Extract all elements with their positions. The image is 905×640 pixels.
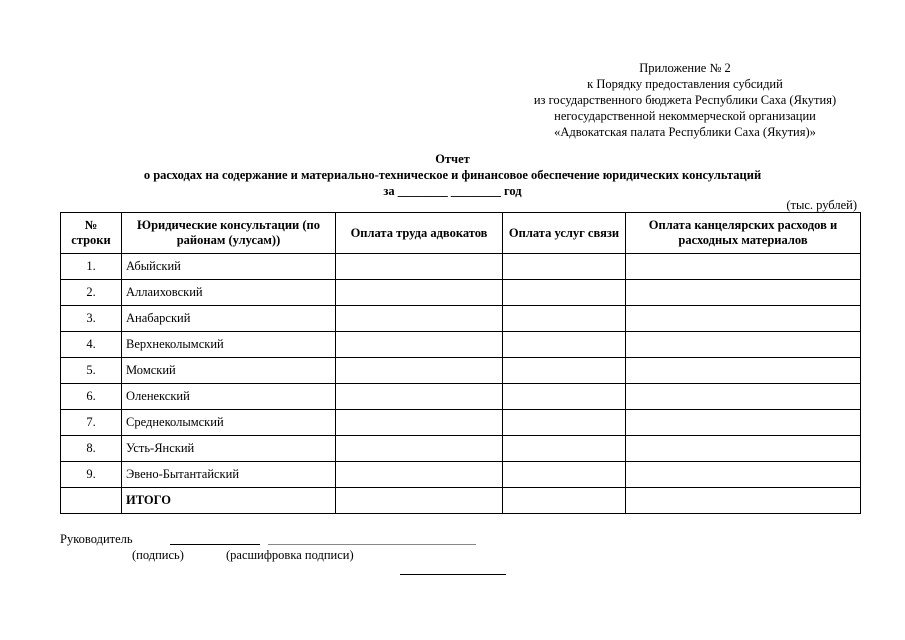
cell-comm[interactable] bbox=[503, 436, 626, 462]
total-office[interactable] bbox=[626, 488, 861, 514]
table-row bbox=[61, 436, 861, 462]
report-subtitle: о расходах на содержание и материально-техническое и финансовое обеспечение юридических консультаций bbox=[143, 168, 762, 182]
row-num: 8. bbox=[61, 436, 122, 462]
cell-comm[interactable] bbox=[503, 358, 626, 384]
footer-line bbox=[400, 562, 506, 575]
row-num: 5. bbox=[61, 358, 122, 384]
total-num-cell bbox=[61, 488, 122, 514]
header-name: Юридические консультации (по районам (улусам)) bbox=[122, 213, 336, 254]
total-lawyers[interactable] bbox=[336, 488, 503, 514]
cell-lawyers[interactable] bbox=[336, 410, 503, 436]
cell-lawyers[interactable] bbox=[336, 436, 503, 462]
row-name: Момский bbox=[122, 358, 336, 384]
signature-label: Руководитель bbox=[60, 532, 133, 546]
table-row bbox=[61, 254, 861, 280]
cell-lawyers[interactable] bbox=[336, 384, 503, 410]
cell-comm[interactable] bbox=[503, 332, 626, 358]
row-name: Эвено-Бытантайский bbox=[122, 462, 336, 488]
cell-office[interactable] bbox=[626, 306, 861, 332]
row-num: 6. bbox=[61, 384, 122, 410]
header-lawyers: Оплата труда адвокатов bbox=[336, 213, 503, 254]
cell-comm[interactable] bbox=[503, 462, 626, 488]
table-row bbox=[61, 280, 861, 306]
report-table bbox=[60, 212, 861, 514]
total-row bbox=[61, 488, 861, 514]
cell-comm[interactable] bbox=[503, 384, 626, 410]
report-title: Отчет bbox=[435, 152, 470, 166]
row-name: Усть-Янский bbox=[122, 436, 336, 462]
header-num: № строки bbox=[61, 213, 122, 254]
row-name: Верхнеколымский bbox=[122, 332, 336, 358]
row-num: 1. bbox=[61, 254, 122, 280]
report-title-block bbox=[0, 151, 905, 199]
cell-comm[interactable] bbox=[503, 280, 626, 306]
row-name: Среднеколымский bbox=[122, 410, 336, 436]
cell-comm[interactable] bbox=[503, 410, 626, 436]
cell-lawyers[interactable] bbox=[336, 280, 503, 306]
appendix-line: негосударственной некоммерческой организации bbox=[554, 109, 816, 123]
appendix-line: Приложение № 2 bbox=[639, 61, 731, 75]
signature-decode-line[interactable] bbox=[268, 532, 476, 545]
cell-office[interactable] bbox=[626, 254, 861, 280]
cell-lawyers[interactable] bbox=[336, 332, 503, 358]
cell-comm[interactable] bbox=[503, 254, 626, 280]
cell-office[interactable] bbox=[626, 436, 861, 462]
signature-hint: (подпись) bbox=[132, 548, 184, 562]
cell-comm[interactable] bbox=[503, 306, 626, 332]
units-label: (тыс. рублей) bbox=[786, 198, 857, 212]
cell-office[interactable] bbox=[626, 280, 861, 306]
row-name: Абыйский bbox=[122, 254, 336, 280]
cell-office[interactable] bbox=[626, 332, 861, 358]
row-num: 4. bbox=[61, 332, 122, 358]
cell-lawyers[interactable] bbox=[336, 358, 503, 384]
row-name: Аллаиховский bbox=[122, 280, 336, 306]
signature-line[interactable] bbox=[170, 532, 260, 545]
signature-decode-hint: (расшифровка подписи) bbox=[226, 548, 354, 562]
table-row bbox=[61, 410, 861, 436]
appendix-line: к Порядку предоставления субсидий bbox=[587, 77, 783, 91]
cell-office[interactable] bbox=[626, 358, 861, 384]
row-num: 7. bbox=[61, 410, 122, 436]
row-name: Анабарский bbox=[122, 306, 336, 332]
cell-lawyers[interactable] bbox=[336, 306, 503, 332]
report-period: за ________ ________ год bbox=[383, 184, 522, 198]
appendix-block bbox=[480, 60, 890, 140]
table-header-row bbox=[61, 213, 861, 254]
row-name: Оленекский bbox=[122, 384, 336, 410]
cell-office[interactable] bbox=[626, 462, 861, 488]
header-comm: Оплата услуг связи bbox=[503, 213, 626, 254]
appendix-line: из государственного бюджета Республики Саха (Якутия) bbox=[533, 93, 837, 107]
table-row bbox=[61, 306, 861, 332]
cell-office[interactable] bbox=[626, 410, 861, 436]
table-row bbox=[61, 358, 861, 384]
cell-lawyers[interactable] bbox=[336, 254, 503, 280]
row-num: 2. bbox=[61, 280, 122, 306]
header-office: Оплата канцелярских расходов и расходных материалов bbox=[626, 213, 861, 254]
table-row bbox=[61, 384, 861, 410]
cell-lawyers[interactable] bbox=[336, 462, 503, 488]
cell-office[interactable] bbox=[626, 384, 861, 410]
row-num: 9. bbox=[61, 462, 122, 488]
row-num: 3. bbox=[61, 306, 122, 332]
total-label: ИТОГО bbox=[122, 488, 336, 514]
table-row bbox=[61, 462, 861, 488]
total-comm[interactable] bbox=[503, 488, 626, 514]
table-row bbox=[61, 332, 861, 358]
appendix-line: «Адвокатская палата Республики Саха (Якутия)» bbox=[554, 125, 816, 139]
